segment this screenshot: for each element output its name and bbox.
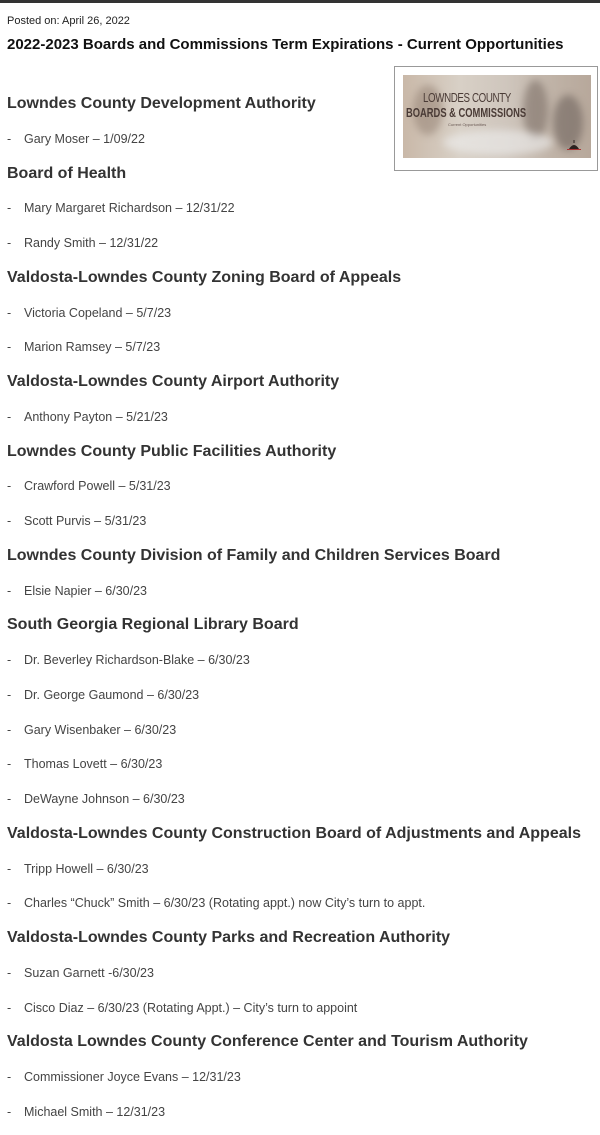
member-term: DeWayne Johnson – 6/30/23	[24, 792, 185, 806]
member-term: Gary Moser – 1/09/22	[24, 131, 145, 146]
member-term: Suzan Garnett -6/30/23	[24, 965, 154, 980]
top-divider	[0, 0, 600, 3]
section-heading: Lowndes County Public Facilities Authority	[7, 442, 337, 460]
list-item	[7, 296, 597, 331]
dash-bullet: -	[7, 340, 12, 355]
list-item	[7, 678, 597, 713]
member-term: Randy Smith – 12/31/22	[24, 236, 159, 250]
member-term: Dr. Beverley Richardson-Blake – 6/30/23	[24, 653, 250, 667]
dash-bullet: -	[7, 687, 12, 702]
member-term: Victoria Copeland – 5/7/23	[24, 305, 172, 320]
list-item	[7, 886, 597, 921]
list-item	[7, 122, 597, 157]
dash-bullet: -	[7, 514, 12, 528]
member-term: Scott Purvis – 5/31/23	[24, 514, 147, 528]
image-text: LOWNDES COUNTY	[423, 90, 511, 105]
dash-bullet: -	[7, 965, 12, 980]
dash-bullet: -	[7, 653, 12, 667]
list-item	[7, 574, 597, 609]
dash-bullet: -	[7, 305, 12, 320]
list-item	[7, 713, 597, 748]
section-heading: Valdosta-Lowndes County Airport Authority	[7, 373, 340, 390]
section-heading: Board of Health	[7, 164, 127, 182]
section-heading: Valdosta-Lowndes County Zoning Board of Appeals	[7, 268, 402, 286]
list-item	[7, 469, 597, 504]
dash-bullet: -	[7, 409, 12, 424]
section-heading: Lowndes County Division of Family and Children Services Board	[7, 546, 501, 564]
list-item	[7, 782, 597, 817]
dash-bullet: -	[7, 792, 12, 806]
section-heading: Valdosta-Lowndes County Parks and Recreation Authority	[7, 929, 451, 946]
member-term: Tripp Howell – 6/30/23	[24, 861, 149, 876]
member-term: Charles “Chuck” Smith – 6/30/23 (Rotating appt.) now City’s turn to appt.	[24, 896, 426, 911]
member-term: Michael Smith – 12/31/23	[24, 1104, 166, 1119]
dash-bullet: -	[7, 722, 12, 737]
image-text: BOARDS & COMMISSIONS	[406, 105, 527, 120]
list-item	[7, 956, 597, 991]
dash-bullet: -	[7, 131, 12, 146]
member-term: Anthony Payton – 5/21/23	[24, 409, 168, 424]
dash-bullet: -	[7, 236, 12, 250]
list-item	[7, 226, 597, 261]
member-term: Marion Ramsey – 5/7/23	[24, 340, 161, 355]
section-heading: Valdosta Lowndes County Conference Center and Tourism Authority	[7, 1033, 528, 1051]
list-item	[7, 991, 597, 1026]
image-text: Current Opportunities	[448, 122, 487, 127]
member-term: Crawford Powell – 5/31/23	[24, 479, 171, 494]
list-item	[7, 400, 597, 435]
list-item	[7, 504, 597, 539]
member-term: Commissioner Joyce Evans – 12/31/23	[24, 1070, 241, 1084]
dash-bullet: -	[7, 479, 12, 494]
list-item	[7, 1060, 597, 1095]
dash-bullet: -	[7, 896, 12, 911]
section-heading: South Georgia Regional Library Board	[7, 616, 299, 634]
dash-bullet: -	[7, 583, 12, 598]
list-item	[7, 643, 597, 678]
list-item	[7, 747, 597, 782]
member-term: Cisco Diaz – 6/30/23 (Rotating Appt.) – City’s turn to appoint	[24, 1000, 358, 1015]
dash-bullet: -	[7, 1104, 12, 1119]
list-item	[7, 1095, 597, 1130]
section-heading: Valdosta-Lowndes County Construction Board of Adjustments and Appeals	[7, 824, 581, 842]
list-item	[7, 330, 597, 365]
section-heading: Lowndes County Development Authority	[7, 95, 316, 112]
dash-bullet: -	[7, 1070, 12, 1084]
member-term: Gary Wisenbaker – 6/30/23	[24, 722, 177, 737]
member-term: Mary Margaret Richardson – 12/31/22	[24, 201, 235, 216]
list-item	[7, 191, 597, 226]
list-item	[7, 852, 597, 887]
dash-bullet: -	[7, 861, 12, 876]
member-term: Thomas Lovett – 6/30/23	[24, 757, 163, 772]
page-title: 2022-2023 Boards and Commissions Term Expirations - Current Opportunities	[7, 36, 564, 53]
dash-bullet: -	[7, 1000, 12, 1015]
posted-date: Posted on: April 26, 2022	[7, 15, 130, 27]
dash-bullet: -	[7, 757, 12, 772]
member-term: Elsie Napier – 6/30/23	[24, 583, 147, 598]
dash-bullet: -	[7, 201, 12, 216]
article-body	[7, 87, 597, 1130]
member-term: Dr. George Gaumond – 6/30/23	[24, 687, 200, 702]
